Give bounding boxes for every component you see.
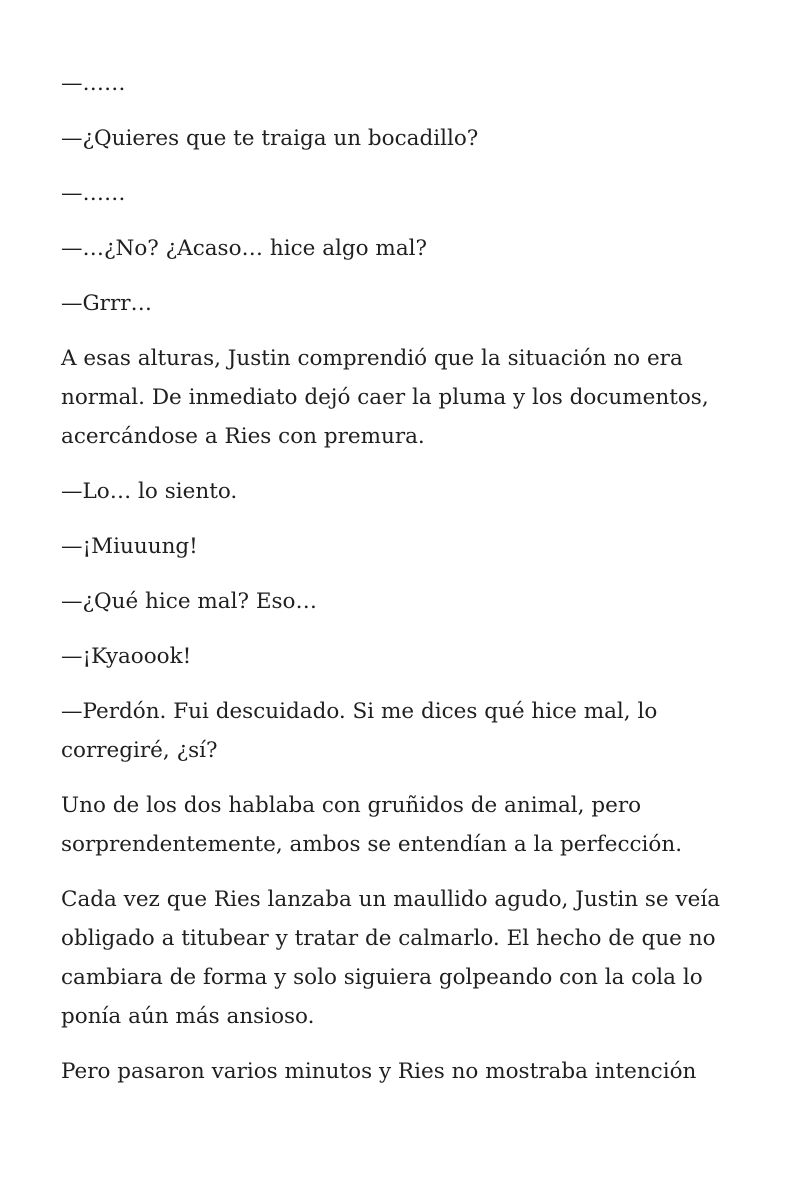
- dialogue-line: —¡Miuuung!: [61, 534, 198, 559]
- dialogue-line: —……: [61, 181, 126, 206]
- dialogue-line: —…¿No? ¿Acaso… hice algo mal?: [61, 236, 428, 261]
- narrative-paragraph: A esas alturas, Justin comprendió que la situación no era normal. De inmediato dejó caer la pluma y los documentos, acercándose a Ries con premura.: [61, 346, 709, 449]
- document-page: [61, 64, 751, 1107]
- dialogue-line: —¿Quieres que te traiga un bocadillo?: [61, 126, 479, 151]
- dialogue-line: —¡Kyaoook!: [61, 644, 192, 669]
- dialogue-line: —Lo… lo siento.: [61, 479, 238, 504]
- narrative-paragraph: Pero pasaron varios minutos y Ries no mostraba intención: [61, 1059, 697, 1084]
- dialogue-line: —¿Qué hice mal? Eso…: [61, 589, 317, 614]
- dialogue-line: —……: [61, 71, 126, 96]
- dialogue-line: —Grrr…: [61, 291, 153, 316]
- dialogue-line: —Perdón. Fui descuidado. Si me dices qué hice mal, lo corregiré, ¿sí?: [61, 699, 658, 763]
- narrative-paragraph: Cada vez que Ries lanzaba un maullido agudo, Justin se veía obligado a titubear y tratar de calmarlo. El hecho de que no cambiara de forma y solo siguiera golpeando con la cola lo ponía aún más ansioso.: [61, 887, 721, 1029]
- narrative-paragraph: Uno de los dos hablaba con gruñidos de animal, pero sorprendentemente, ambos se entendían a la perfección.: [61, 793, 683, 857]
